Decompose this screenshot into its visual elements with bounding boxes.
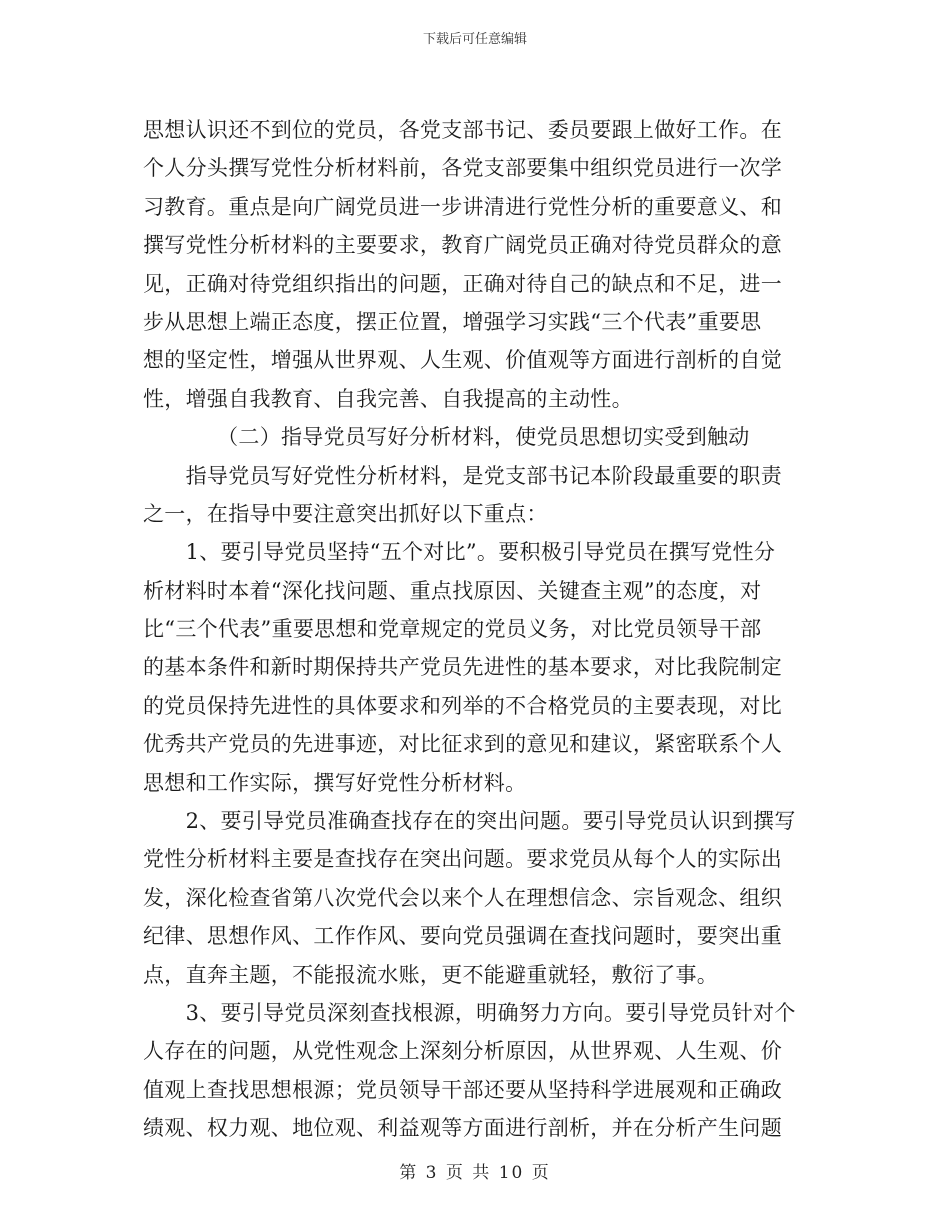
text-line: 纪律、思想作风、工作作风、要向党员强调在查找问题时，要突出重 (143, 924, 782, 949)
paragraph (143, 457, 805, 534)
text-line: 性，增强自我教育、自我完善、自我提高的主动性。 (143, 386, 633, 411)
page-label-suffix: 页 (531, 1163, 551, 1183)
text-line: 发，深化检查省第八次党代会以来个人在理想信念、宗旨观念、组织 (143, 885, 782, 910)
text-line: 绩观、权力观、地位观、利益观等方面进行剖析，并在分析产生问题 (143, 1116, 782, 1141)
page-label-mid: 页 共 (445, 1163, 492, 1183)
text-line: 思想认识还不到位的党员，各党支部书记、委员要跟上做好工作。在 (143, 118, 782, 142)
paragraph (143, 994, 805, 1148)
text-line: （二）指导党员写好分析材料，使党员思想切实受到触动 (185, 425, 750, 450)
text-line: 之一，在指导中要注意突出抓好以下重点： (143, 501, 548, 526)
page-footer (0, 1158, 950, 1183)
paragraph (143, 802, 805, 994)
text-line: 人存在的问题，从党性观念上深刻分析原因，从世界观、人生观、价 (143, 1039, 782, 1064)
page-header: 下载后可任意编辑 (422, 32, 527, 47)
text-line: 见，正确对待党组织指出的问题，正确对待自己的缺点和不足，进一 (143, 271, 782, 296)
total-pages-number: 10 (498, 1163, 525, 1183)
text-line: 1、要引导党员坚持“五个对比”。要积极引导党员在撰写党性分 (143, 540, 776, 565)
document-body (143, 111, 805, 1148)
text-line: 习教育。重点是向广阔党员进一步讲清进行党性分析的重要意义、和 (143, 194, 782, 219)
section-heading (143, 418, 805, 456)
text-line: 的基本条件和新时期保持共产党员先进性的基本要求，对比我院制定 (143, 655, 782, 680)
text-line: 党性分析材料主要是查找存在突出问题。要求党员从每个人的实际出 (143, 847, 782, 872)
paragraph (143, 111, 805, 418)
text-line: 值观上查找思想根源；党员领导干部还要从坚持科学进展观和正确政 (143, 1077, 782, 1102)
text-line: 想的坚定性，增强从世界观、人生观、价值观等方面进行剖析的自觉 (143, 348, 782, 373)
text-line: 指导党员写好党性分析材料，是党支部书记本阶段最重要的职责 (143, 463, 782, 488)
paragraph (143, 533, 805, 802)
text-line: 撰写党性分析材料的主要要求，教育广阔党员正确对待党员群众的意 (143, 233, 782, 258)
current-page-number: 3 (425, 1163, 439, 1183)
text-line: 析材料时本着“深化找问题、重点找原因、关键查主观”的态度，对 (143, 578, 762, 603)
page-label-prefix: 第 (399, 1163, 419, 1183)
text-line: 3、要引导党员深刻查找根源，明确努力方向。要引导党员针对个 (143, 1000, 796, 1025)
text-line: 个人分头撰写党性分析材料前，各党支部要集中组织党员进行一次学 (143, 156, 782, 181)
text-line: 比“三个代表”重要思想和党章规定的党员义务，对比党员领导干部 (143, 617, 762, 642)
text-line: 步从思想上端正态度，摆正位置，增强学习实践“三个代表”重要思 (143, 309, 762, 334)
text-line: 点，直奔主题，不能报流水账，更不能避重就轻，敷衍了事。 (143, 962, 719, 987)
text-line: 优秀共产党员的先进事迹，对比征求到的意见和建议，紧密联系个人 (143, 732, 782, 757)
text-line: 思想和工作实际，撰写好党性分析材料。 (143, 770, 527, 795)
text-line: 2、要引导党员准确查找存在的突出问题。要引导党员认识到撰写 (143, 809, 796, 834)
text-line: 的党员保持先进性的具体要求和列举的不合格党员的主要表现，对比 (143, 693, 782, 718)
